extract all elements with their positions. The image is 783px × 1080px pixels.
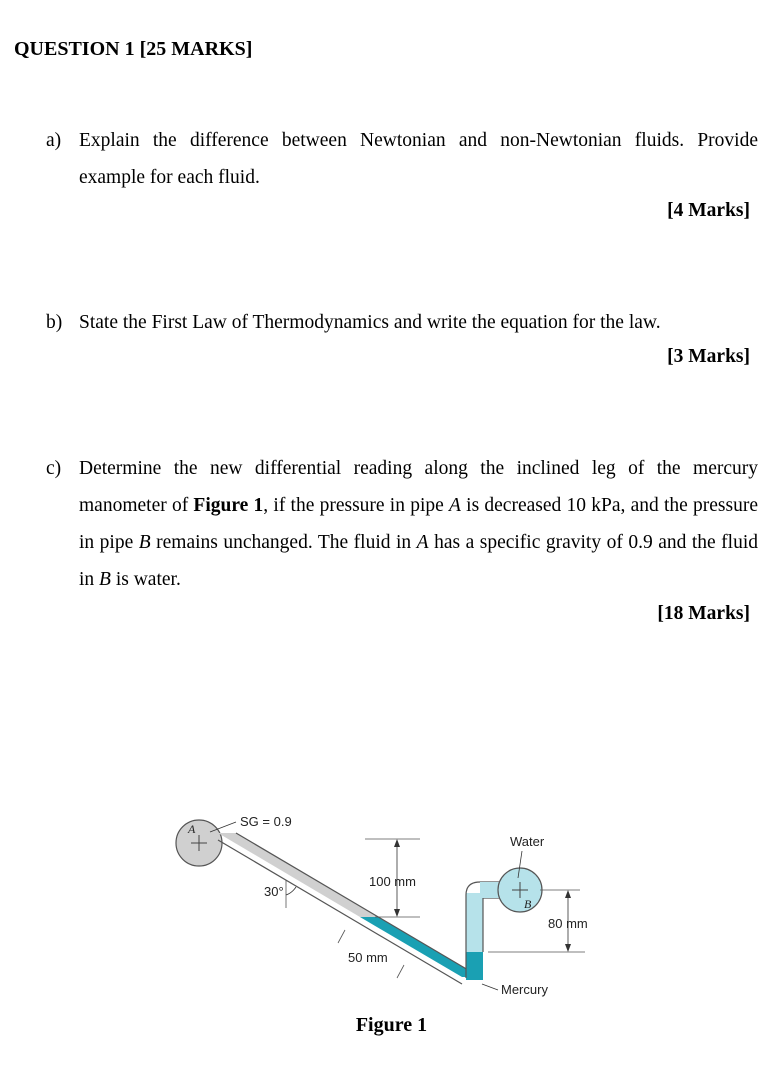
dim-80-arrow-bottom [565,944,571,952]
tube-outline-lower [218,840,462,984]
part-a [46,122,758,196]
part-b-label: b) [46,312,63,333]
dim-100-arrow-top [394,839,400,847]
manometer-diagram [0,790,783,1005]
figure-caption: Figure 1 [355,1014,428,1036]
dim-100-label: 100 mm [369,874,416,889]
vertical-leg-mercury [466,952,483,980]
part-b-marks: [3 Marks] [667,346,750,367]
part-c-text: Determine the new differential reading along the inclined leg of the mercury manometer of Figure 1, if the pressure in pipe A is decreased 10 kPa, and the pressure in pipe B remains unchanged. The fluid in A has a specific gravity of 0.9 and the fluid in B is water. [79,458,758,590]
part-c [46,450,758,598]
dim-80-arrow-top [565,890,571,898]
part-c-label: c) [46,458,62,479]
part-a-marks: [4 Marks] [667,200,750,221]
inclined-tube-mercury [360,917,480,977]
mercury-label: Mercury [501,982,548,997]
part-a-text: Explain the difference between Newtonian and non-Newtonian fluids. Provide example for each fluid. [79,130,758,188]
vertical-leg-water [466,893,483,952]
part-b [46,304,758,341]
sg-label: SG = 0.9 [240,814,292,829]
dim-50-label: 50 mm [348,950,388,965]
dim-50-tick-2 [397,965,404,978]
mercury-leader [482,984,498,990]
part-a-label: a) [46,130,62,151]
water-label: Water [510,834,545,849]
dim-50-tick-1 [338,930,345,943]
dim-80-label: 80 mm [548,916,588,931]
inclined-tube-fluid-a [218,833,378,917]
figure-reference: Figure 1 [193,495,264,516]
vertical-leg-outline-right [483,898,500,952]
pipe-b-label: B [524,897,532,911]
angle-label: 30° [264,884,284,899]
part-c-marks: [18 Marks] [657,603,750,624]
angle-arc [286,887,296,895]
pipe-a-label: A [188,822,196,836]
part-b-text: State the First Law of Thermodynamics and write the equation for the law. [79,312,661,333]
dim-100-arrow-bottom [394,909,400,917]
question-title: QUESTION 1 [25 MARKS] [14,38,253,60]
